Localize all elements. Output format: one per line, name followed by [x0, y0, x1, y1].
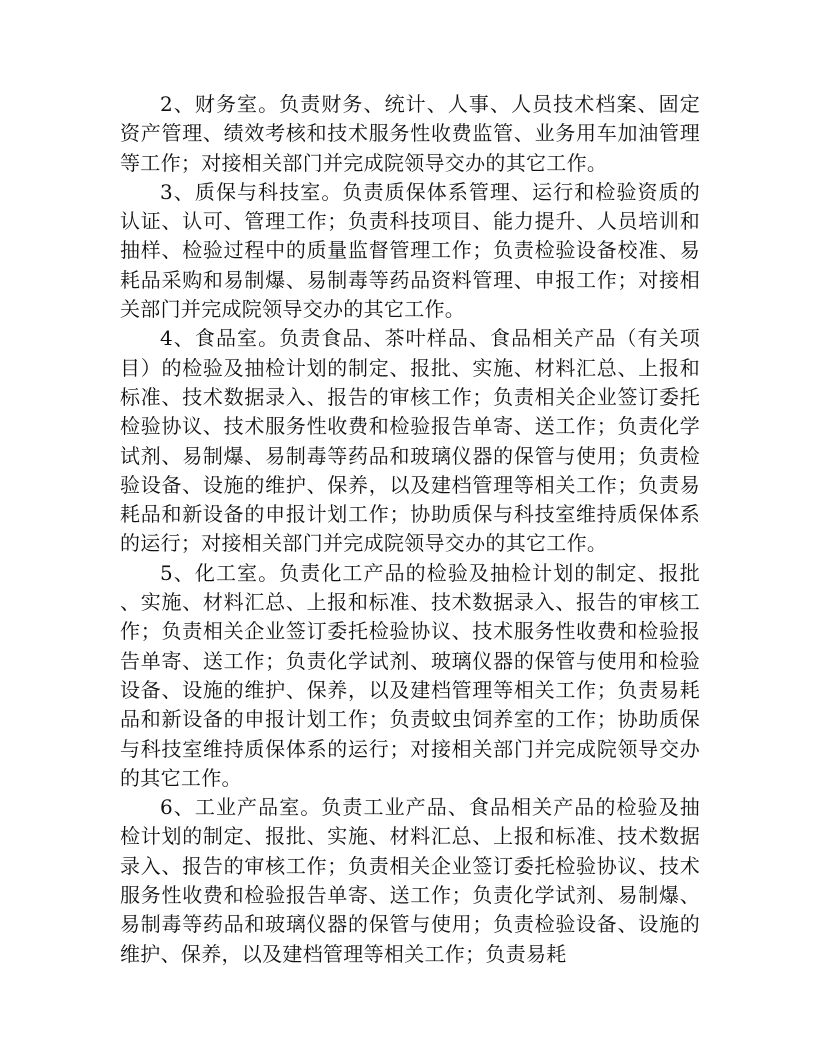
paragraph-industrial-products-office: 6、工业产品室。负责工业产品、食品相关产品的检验及抽检计划的制定、报批、实施、材料汇总、上报和标准、技术数据录入、报告的审核工作；负责相关企业签订委托检验协议、技术服务性收费和检验报告单寄、送工作；负责化学试剂、易制爆、易制毒等药品和玻璃仪器的保管与使用；负责检验设备、设施的维护、保养，以及建档管理等相关工作；负责易耗	[120, 795, 700, 966]
document-body	[120, 90, 700, 969]
paragraph-quality-tech-office: 3、质保与科技室。负责质保体系管理、运行和检验资质的认证、认可、管理工作；负责科技项目、能力提升、人员培训和抽样、检验过程中的质量监督管理工作；负责检验设备校准、易耗品采购和易制爆、易制毒等药品资料管理、申报工作；对接相关部门并完成院领导交办的其它工作。	[120, 179, 700, 322]
paragraph-food-office: 4、食品室。负责食品、茶叶样品、食品相关产品（有关项目）的检验及抽检计划的制定、报批、实施、材料汇总、上报和标准、技术数据录入、报告的审核工作；负责相关企业签订委托检验协议、技术服务性收费和检验报告单寄、送工作；负责化学试剂、易制爆、易制毒等药品和玻璃仪器的保管与使用；负责检验设备、设施的维护、保养，以及建档管理等相关工作；负责易耗品和新设备的申报计划工作；协助质保与科技室维持质保体系的运行；对接相关部门并完成院领导交办的其它工作。	[120, 326, 700, 556]
paragraph-finance-office: 2、财务室。负责财务、统计、人事、人员技术档案、固定资产管理、绩效考核和技术服务性收费监管、业务用车加油管理等工作；对接相关部门并完成院领导交办的其它工作。	[120, 92, 700, 175]
paragraph-chemical-office: 5、化工室。负责化工产品的检验及抽检计划的制定、报批、实施、材料汇总、上报和标准、技术数据录入、报告的审核工作；负责相关企业签订委托检验协议、技术服务性收费和检验报告单寄、送工作；负责化学试剂、玻璃仪器的保管与使用和检验设备、设施的维护、保养，以及建档管理等相关工作；负责易耗品和新设备的申报计划工作；负责蚊虫饲养室的工作；协助质保与科技室维持质保体系的运行；对接相关部门并完成院领导交办的其它工作。	[120, 560, 700, 790]
